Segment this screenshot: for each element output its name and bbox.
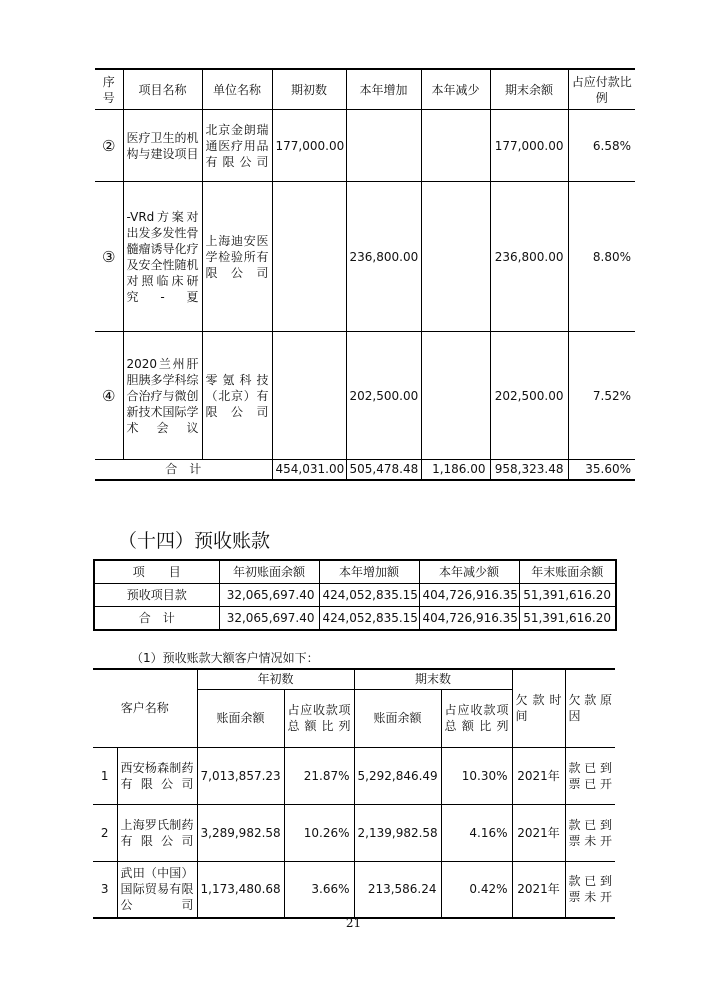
begin-ratio: 3.66% bbox=[284, 861, 354, 918]
col-header-project: 项目名称 bbox=[123, 69, 202, 110]
row-number: ④ bbox=[95, 332, 123, 460]
reduce-value bbox=[421, 110, 490, 182]
table-row bbox=[93, 861, 615, 918]
col-header-begin-balance: 账面余额 bbox=[197, 689, 284, 747]
ratio-value: 7.52% bbox=[568, 332, 635, 460]
row-number: ③ bbox=[95, 182, 123, 332]
advance-receipts-table bbox=[93, 559, 617, 631]
col-header-end-ratio: 占应收款项总额比列 bbox=[441, 689, 512, 747]
project-name: -VRd方案对出发多发性骨髓瘤诱导化疗及安全性随机对照临床研究-夏 bbox=[123, 182, 202, 332]
customer-name: 上海罗氏制药有限公司 bbox=[117, 804, 197, 861]
arrears-time: 2021年 bbox=[512, 861, 565, 918]
add-value bbox=[346, 110, 421, 182]
payables-detail-table bbox=[95, 68, 635, 481]
table-row bbox=[95, 182, 635, 332]
arrears-reason: 款已到票未开 bbox=[565, 804, 615, 861]
major-customers-table bbox=[93, 668, 615, 919]
year-end-value: 51,391,616.20 bbox=[519, 584, 616, 607]
begin-balance: 7,013,857.23 bbox=[197, 747, 284, 804]
unit-name: 北京金朗瑞通医疗用品有限公司 bbox=[202, 110, 272, 182]
table-row bbox=[94, 584, 616, 607]
col-header-end: 期末余额 bbox=[490, 69, 568, 110]
total-reduce: 1,186.00 bbox=[421, 460, 490, 480]
col-header-year-add: 本年增加额 bbox=[319, 560, 419, 584]
customer-name: 武田（中国）国际贸易有限公司 bbox=[117, 861, 197, 918]
begin-value: 177,000.00 bbox=[272, 110, 346, 182]
end-value: 202,500.00 bbox=[490, 332, 568, 460]
col-header-arrears-time: 欠款时间 bbox=[512, 669, 565, 747]
year-reduce-value: 404,726,916.35 bbox=[419, 607, 519, 631]
table-row bbox=[93, 804, 615, 861]
year-reduce-value: 404,726,916.35 bbox=[419, 584, 519, 607]
end-ratio: 0.42% bbox=[441, 861, 512, 918]
row-number: 2 bbox=[93, 804, 117, 861]
ratio-value: 6.58% bbox=[568, 110, 635, 182]
add-value: 236,800.00 bbox=[346, 182, 421, 332]
col-header-item: 项 目 bbox=[94, 560, 219, 584]
unit-name: 零氪科技（北京）有限公司 bbox=[202, 332, 272, 460]
note-text: （1）预收账款大额客户情况如下： bbox=[131, 651, 319, 665]
arrears-time: 2021年 bbox=[512, 804, 565, 861]
total-row bbox=[95, 460, 635, 480]
table-row bbox=[93, 747, 615, 804]
arrears-reason: 款已到票未开 bbox=[565, 861, 615, 918]
table-header-row bbox=[95, 69, 635, 110]
customer-name: 西安杨森制药有限公司 bbox=[117, 747, 197, 804]
col-header-reduce: 本年减少 bbox=[421, 69, 490, 110]
year-end-value: 51,391,616.20 bbox=[519, 607, 616, 631]
end-value: 177,000.00 bbox=[490, 110, 568, 182]
begin-value bbox=[272, 332, 346, 460]
reduce-value bbox=[421, 182, 490, 332]
col-header-arrears-reason: 欠款原因 bbox=[565, 669, 615, 747]
arrears-reason: 款已到票已开 bbox=[565, 747, 615, 804]
total-end: 958,323.48 bbox=[490, 460, 568, 480]
end-ratio: 4.16% bbox=[441, 804, 512, 861]
project-name: 2020兰州肝胆胰多学科综合治疗与微创新技术国际学术会议 bbox=[123, 332, 202, 460]
total-add: 505,478.48 bbox=[346, 460, 421, 480]
item-name: 预收项目款 bbox=[94, 584, 219, 607]
col-header-ratio: 占应付款比例 bbox=[568, 69, 635, 110]
year-begin-value: 32,065,697.40 bbox=[219, 607, 319, 631]
begin-balance: 1,173,480.68 bbox=[197, 861, 284, 918]
section-title: （十四）预收账款 bbox=[118, 530, 271, 552]
col-header-year-begin: 年初数 bbox=[197, 669, 354, 689]
end-value: 236,800.00 bbox=[490, 182, 568, 332]
col-header-unit: 单位名称 bbox=[202, 69, 272, 110]
total-label: 合 计 bbox=[94, 607, 219, 631]
col-header-begin: 期初数 bbox=[272, 69, 346, 110]
year-add-value: 424,052,835.15 bbox=[319, 607, 419, 631]
arrears-time: 2021年 bbox=[512, 747, 565, 804]
end-balance: 2,139,982.58 bbox=[354, 804, 441, 861]
year-add-value: 424,052,835.15 bbox=[319, 584, 419, 607]
page-number: 21 bbox=[345, 916, 362, 930]
reduce-value bbox=[421, 332, 490, 460]
table-row bbox=[95, 110, 635, 182]
end-ratio: 10.30% bbox=[441, 747, 512, 804]
total-label: 合 计 bbox=[95, 460, 272, 480]
col-header-period-end: 期末数 bbox=[354, 669, 512, 689]
ratio-value: 8.80% bbox=[568, 182, 635, 332]
total-begin: 454,031.00 bbox=[272, 460, 346, 480]
unit-name: 上海迪安医学检验所有限公司 bbox=[202, 182, 272, 332]
col-header-end-balance: 账面余额 bbox=[354, 689, 441, 747]
col-header-year-reduce: 本年减少额 bbox=[419, 560, 519, 584]
table-header-row bbox=[93, 669, 615, 689]
project-name: 医疗卫生的机构与建设项目 bbox=[123, 110, 202, 182]
end-balance: 213,586.24 bbox=[354, 861, 441, 918]
col-header-add: 本年增加 bbox=[346, 69, 421, 110]
year-begin-value: 32,065,697.40 bbox=[219, 584, 319, 607]
col-header-year-end: 年末账面余额 bbox=[519, 560, 616, 584]
table-header-row bbox=[94, 560, 616, 584]
table-row bbox=[95, 332, 635, 460]
total-row bbox=[94, 607, 616, 631]
row-number: 3 bbox=[93, 861, 117, 918]
row-number: 1 bbox=[93, 747, 117, 804]
begin-balance: 3,289,982.58 bbox=[197, 804, 284, 861]
end-balance: 5,292,846.49 bbox=[354, 747, 441, 804]
total-ratio: 35.60% bbox=[568, 460, 635, 480]
col-header-begin-ratio: 占应收款项总额比列 bbox=[284, 689, 354, 747]
add-value: 202,500.00 bbox=[346, 332, 421, 460]
col-header-customer: 客户名称 bbox=[93, 669, 197, 747]
begin-value bbox=[272, 182, 346, 332]
begin-ratio: 10.26% bbox=[284, 804, 354, 861]
col-header-year-begin: 年初账面余额 bbox=[219, 560, 319, 584]
row-number: ② bbox=[95, 110, 123, 182]
col-header-no: 序号 bbox=[95, 69, 123, 110]
begin-ratio: 21.87% bbox=[284, 747, 354, 804]
